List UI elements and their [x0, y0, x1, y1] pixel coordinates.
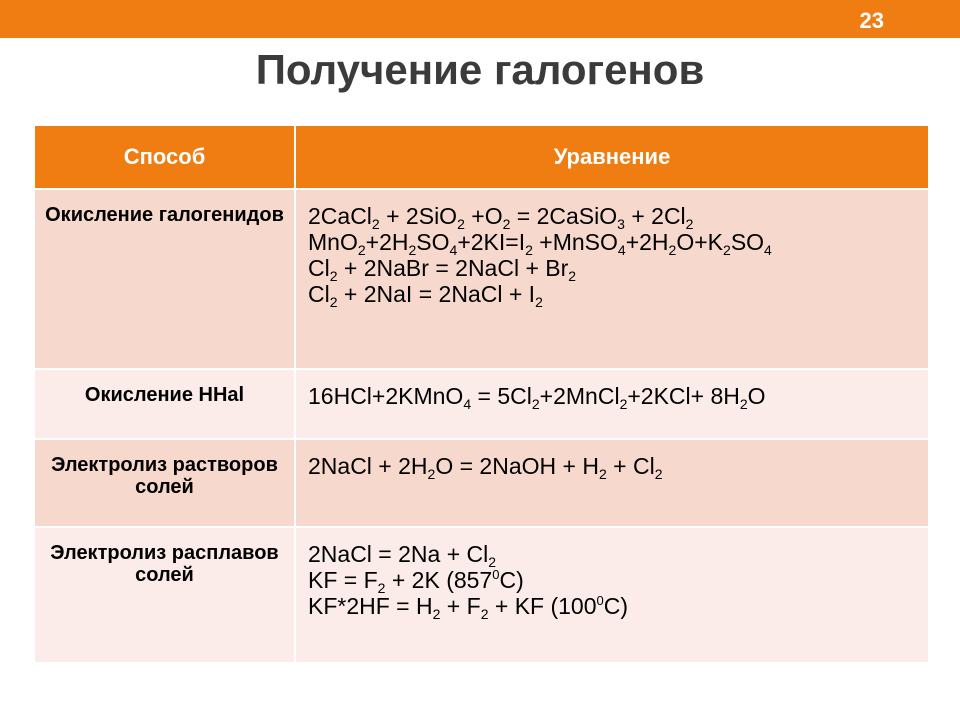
header-method: Способ	[35, 126, 295, 189]
equation-line: $Cl_2$ + 2NaBr = 2NaCl + $Br_2$	[308, 255, 577, 284]
table-row	[35, 369, 928, 439]
equation-line: $MnO_2+2H_2SO_4+2KI=I_2$ $+MnSO_4+2H_2O+K_2SO_4$	[308, 229, 772, 258]
table-header-row	[35, 126, 928, 189]
header-equation: Уравнение	[295, 126, 928, 189]
halogen-production-table	[35, 126, 928, 664]
method-cell: Электролиз растворов солей	[35, 439, 295, 527]
equation-line: 2NaCl + $2H_2O$ = 2NaOH + $H_2 + Cl_2$	[308, 453, 663, 482]
table-row	[35, 527, 928, 663]
equations-cell	[295, 527, 928, 663]
equation-line: 2NaCl = $2Na + Cl_2$	[308, 541, 497, 570]
slide-title: Получение галогенов	[255, 46, 705, 93]
method-cell: Окисление галогенидов	[35, 189, 295, 369]
table-row	[35, 189, 928, 369]
slide-number: 23	[859, 8, 884, 33]
equations-cell	[295, 439, 928, 527]
method-cell: Окисление HHal	[35, 369, 295, 439]
equation-line: 2CaCl$_2$ + $2SiO_2 +O_2$ = 2CaSiO$_3$ + $2Cl_2$	[308, 203, 694, 232]
table-row	[35, 439, 928, 527]
method-cell: Электролиз расплавов солей	[35, 527, 295, 663]
equations-cell	[295, 189, 928, 369]
equation-line: $Cl_2 + 2NaI$ = 2NaCl + $I_2$	[308, 281, 543, 310]
equation-line: $KF*2HF = H_2 + F_2$ + KF $(100^0C)$	[308, 593, 629, 622]
top-accent-bar	[0, 0, 960, 38]
equations-cell	[295, 369, 928, 439]
equation-line: 16HCl+2KMnO$_4$ = $5Cl_2+2MnCl_2+2KCl+ 8H_2O$	[308, 383, 766, 412]
equation-line: KF = $F_2 + 2K$ $(857^0C)$	[308, 567, 524, 596]
